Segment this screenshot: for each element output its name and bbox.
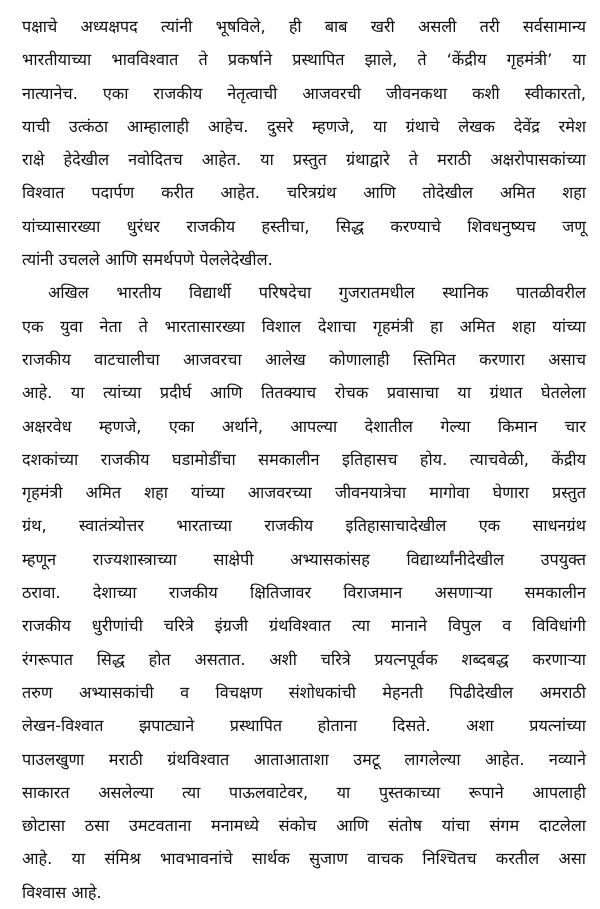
text-line: राजकीय वाटचालीचा आजवरचा आलेख कोणालाही स्तिमित करणारा असाच <box>22 349 586 369</box>
text-line: साकारत असलेल्या त्या पाऊलवाटेवर, या पुस्तकाच्या रूपाने आपलाही <box>22 782 586 802</box>
paragraph-1 <box>22 10 586 276</box>
text-line: छोटासा ठसा उमटवताना मनामध्ये संकोच आणि संतोष यांचा संगम दाटलेला <box>22 816 586 836</box>
text-line: त्यांनी उचलले आणि समर्थपणे पेललेदेखील. <box>22 250 273 270</box>
text-line: अखिल भारतीय विद्यार्थी परिषदेचा गुजरातमधील स्थानिक पातळीवरील <box>48 283 586 303</box>
text-line: ठरावा. देशाच्या राजकीय क्षितिजावर विराजमान असणाऱ्या समकालीन <box>22 583 586 603</box>
text-line: विश्वास आहे. <box>22 882 102 902</box>
text-line: एक युवा नेता ते भारतासारख्या विशाल देशाचा गृहमंत्री हा अमित शहा यांच्या <box>22 316 586 336</box>
text-line: राजकीय धुरीणांची चरित्रे इंग्रजी ग्रंथविश्वात त्या मानाने विपुल व विविधांगी <box>22 616 586 636</box>
paragraph-2 <box>22 276 586 909</box>
text-line: म्हणून राज्यशास्त्राच्या साक्षेपी अभ्यासकांसह विद्यार्थ्यांनीदेखील उपयुक्त <box>22 549 586 569</box>
text-line: अक्षरवेध म्हणजे, एका अर्थाने, आपल्या देशातील गेल्या किमान चार <box>22 416 586 436</box>
text-line: लेखन-विश्वात झपाट्याने प्रस्थापित होताना दिसते. अशा प्रयत्नांच्या <box>22 716 586 736</box>
text-line: यांच्यासारख्या धुरंधर राजकीय हस्तीचा, सिद्ध करण्याचे शिवधनुष्यच जणू <box>22 216 586 236</box>
text-line: पाउलखुणा मराठी ग्रंथविश्वात आताआताशा उमटू लागलेल्या आहेत. नव्याने <box>22 749 586 769</box>
text-line: नात्यानेच. एका राजकीय नेतृत्वाची आजवरची जीवनकथा कशी स्वीकारतो, <box>22 83 586 103</box>
text-line: भारतीयाच्या भावविश्वात ते प्रकर्षाने प्रस्थापित झाले, ते ‘केंद्रीय गृहमंत्री’ या <box>22 50 586 70</box>
text-line: गृहमंत्री अमित शहा यांच्या आजवरच्या जीवनयात्रेचा मागोवा घेणारा प्रस्तुत <box>22 483 586 503</box>
text-line: ग्रंथ, स्वातंत्र्योत्तर भारताच्या राजकीय इतिहासाचादेखील एक साधनग्रंथ <box>22 516 586 536</box>
text-line: विश्वात पदार्पण करीत आहेत. चरित्रग्रंथ आणि तोदेखील अमित शहा <box>22 183 586 203</box>
text-line: तरुण अभ्यासकांची व विचक्षण संशोधकांची मेहनती पिढीदेखील अमराठी <box>22 682 586 702</box>
text-line: याची उत्कंठा आम्हालाही आहेच. दुसरे म्हणजे, या ग्रंथाचे लेखक देवेंद्र रमेश <box>22 116 586 136</box>
text-line: पक्षाचे अध्यक्षपद त्यांनी भूषविले, ही बाब खरी असली तरी सर्वसामान्य <box>22 17 586 36</box>
text-line: दशकांच्या राजकीय घडामोडींचा समकालीन इतिहासच होय. त्याचवेळी, केंद्रीय <box>22 449 586 469</box>
text-line: रंगरूपात सिद्ध होत असतात. अशी चरित्रे प्रयत्नपूर्वक शब्दबद्ध करणाऱ्या <box>22 649 586 669</box>
text-line: आहे. या त्यांच्या प्रदीर्घ आणि तितक्याच रोचक प्रवासाचा या ग्रंथात घेतलेला <box>22 383 586 403</box>
text-line: राक्षे हेदेखील नवोदितच आहेत. या प्रस्तुत ग्रंथाद्वारे ते मराठी अक्षरोपासकांच्या <box>22 150 586 170</box>
text-line: आहे. या संमिश्र भावभावनांचे सार्थक सुजाण वाचक निश्चितच करतील असा <box>22 849 586 869</box>
